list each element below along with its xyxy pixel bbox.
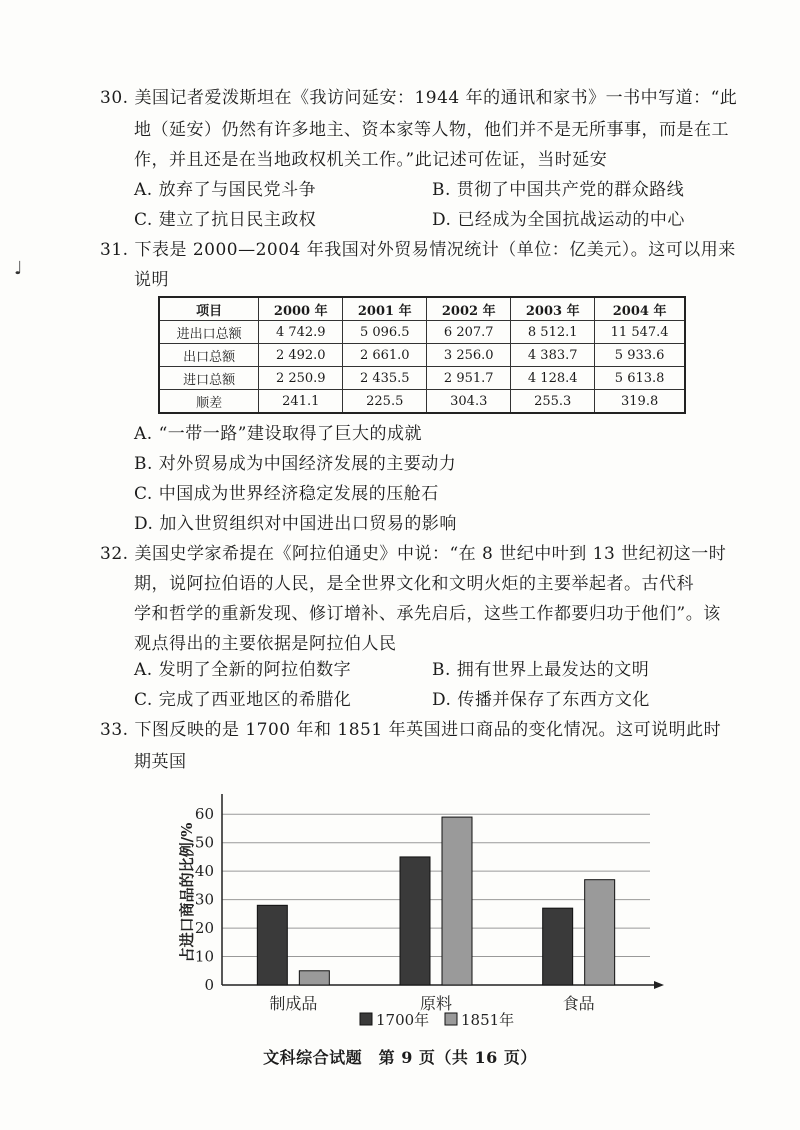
q32-option-c[interactable]: C. 完成了西亚地区的希腊化 xyxy=(134,690,352,710)
y-tick-label: 20 xyxy=(194,919,214,938)
q30-stem-line2: 地（延安）仍然有许多地主、资本家等人物，他们并不是无所事事，而是在工 xyxy=(134,120,729,140)
q31-stem-line2: 说明 xyxy=(134,270,169,290)
table-cell: 2 250.9 xyxy=(259,367,343,390)
legend-swatch xyxy=(360,1013,372,1025)
table-cell: 304.3 xyxy=(427,390,511,414)
q30-stem-line1: 30. 美国记者爱泼斯坦在《我访问延安：1944 年的通讯和家书》一书中写道：“此 xyxy=(100,88,738,108)
y-tick-label: 0 xyxy=(204,976,214,994)
trade-table xyxy=(158,296,686,414)
table-cell: 2 492.0 xyxy=(259,344,343,367)
q30-stem-line3: 作，并且还是在当地政权机关工作。”此记述可佐证，当时延安 xyxy=(134,150,608,170)
legend-label: 1851年 xyxy=(461,1011,515,1029)
q31-option-b[interactable]: B. 对外贸易成为中国经济发展的主要动力 xyxy=(134,454,457,474)
table-cell: 241.1 xyxy=(259,390,343,414)
bar-1700年-原料 xyxy=(400,857,430,985)
q32-stem-line1: 32. 美国史学家希提在《阿拉伯通史》中说：“在 8 世纪中叶到 13 世纪初这一时 xyxy=(100,544,727,564)
q32-option-b[interactable]: B. 拥有世界上最发达的文明 xyxy=(432,660,650,680)
table-header: 2001 年 xyxy=(343,297,427,321)
table-cell: 4 742.9 xyxy=(259,321,343,344)
y-tick-label: 30 xyxy=(194,890,214,909)
table-cell: 225.5 xyxy=(343,390,427,414)
q32-option-d[interactable]: D. 传播并保存了东西方文化 xyxy=(432,690,650,710)
table-cell: 进口总额 xyxy=(159,367,259,390)
table-row xyxy=(159,367,685,390)
table-header: 2004 年 xyxy=(595,297,685,321)
table-cell: 出口总额 xyxy=(159,344,259,367)
q32-option-a[interactable]: A. 发明了全新的阿拉伯数字 xyxy=(134,660,352,680)
q32-stem-line3: 学和哲学的重新发现、修订增补、承先启后，这些工作都要归功于他们”。该 xyxy=(134,604,721,624)
table-cell: 8 512.1 xyxy=(511,321,595,344)
q30-option-c[interactable]: C. 建立了抗日民主政权 xyxy=(134,210,317,230)
q30-option-a[interactable]: A. 放弃了与国民党斗争 xyxy=(134,180,317,200)
table-cell: 2 435.5 xyxy=(343,367,427,390)
q30-option-b[interactable]: B. 贯彻了中国共产党的群众路线 xyxy=(432,180,685,200)
legend-label: 1700年 xyxy=(376,1011,430,1029)
table-cell: 319.8 xyxy=(595,390,685,414)
x-axis-arrow xyxy=(654,981,664,989)
legend-swatch xyxy=(445,1013,457,1025)
table-cell: 4 383.7 xyxy=(511,344,595,367)
table-cell: 4 128.4 xyxy=(511,367,595,390)
import-chart xyxy=(170,790,670,1040)
table-cell: 顺差 xyxy=(159,390,259,414)
table-row xyxy=(159,321,685,344)
x-tick-label: 食品 xyxy=(562,994,595,1013)
table-row xyxy=(159,344,685,367)
table-header: 2000 年 xyxy=(259,297,343,321)
table-cell: 进出口总额 xyxy=(159,321,259,344)
table-cell: 2 951.7 xyxy=(427,367,511,390)
bar-1700年-制成品 xyxy=(257,905,287,985)
table-cell: 2 661.0 xyxy=(343,344,427,367)
q31-option-c[interactable]: C. 中国成为世界经济稳定发展的压舱石 xyxy=(134,484,439,504)
table-header-row xyxy=(159,297,685,321)
q31-option-a[interactable]: A. “一带一路”建设取得了巨大的成就 xyxy=(134,424,422,444)
margin-mark: ♩ xyxy=(14,258,23,279)
bar-1851年-食品 xyxy=(585,880,615,985)
table-row xyxy=(159,390,685,414)
q31-stem-line1: 31. 下表是 2000—2004 年我国对外贸易情况统计（单位：亿美元）。这可以用来 xyxy=(100,240,736,260)
table-header: 2002 年 xyxy=(427,297,511,321)
bar-1700年-食品 xyxy=(543,908,573,985)
q32-stem-line4: 观点得出的主要依据是阿拉伯人民 xyxy=(134,634,397,654)
bar-1851年-原料 xyxy=(442,817,472,985)
y-tick-label: 40 xyxy=(194,862,214,881)
q33-stem-line2: 期英国 xyxy=(134,752,187,772)
q32-stem-line2: 期，说阿拉伯语的人民，是全世界文化和文明火炬的主要举起者。古代科 xyxy=(134,574,694,594)
q33-stem-line1: 33. 下图反映的是 1700 年和 1851 年英国进口商品的变化情况。这可说明此时 xyxy=(100,720,722,740)
q30-option-d[interactable]: D. 已经成为全国抗战运动的中心 xyxy=(432,210,685,230)
bar-1851年-制成品 xyxy=(299,971,329,985)
table-cell: 255.3 xyxy=(511,390,595,414)
x-tick-label: 制成品 xyxy=(269,994,318,1013)
table-cell: 11 547.4 xyxy=(595,321,685,344)
y-tick-label: 50 xyxy=(194,833,214,852)
table-cell: 6 207.7 xyxy=(427,321,511,344)
y-tick-label: 60 xyxy=(194,805,214,824)
y-tick-label: 10 xyxy=(194,947,214,966)
y-axis-label: 占进口商品的比例/% xyxy=(178,822,196,963)
x-tick-label: 原料 xyxy=(419,994,453,1013)
table-header: 项目 xyxy=(159,297,259,321)
table-cell: 5 613.8 xyxy=(595,367,685,390)
page-footer: 文科综合试题 第 9 页（共 16 页） xyxy=(263,1048,537,1067)
table-cell: 5 933.6 xyxy=(595,344,685,367)
table-cell: 3 256.0 xyxy=(427,344,511,367)
table-header: 2003 年 xyxy=(511,297,595,321)
q31-option-d[interactable]: D. 加入世贸组织对中国进出口贸易的影响 xyxy=(134,514,457,534)
table-cell: 5 096.5 xyxy=(343,321,427,344)
